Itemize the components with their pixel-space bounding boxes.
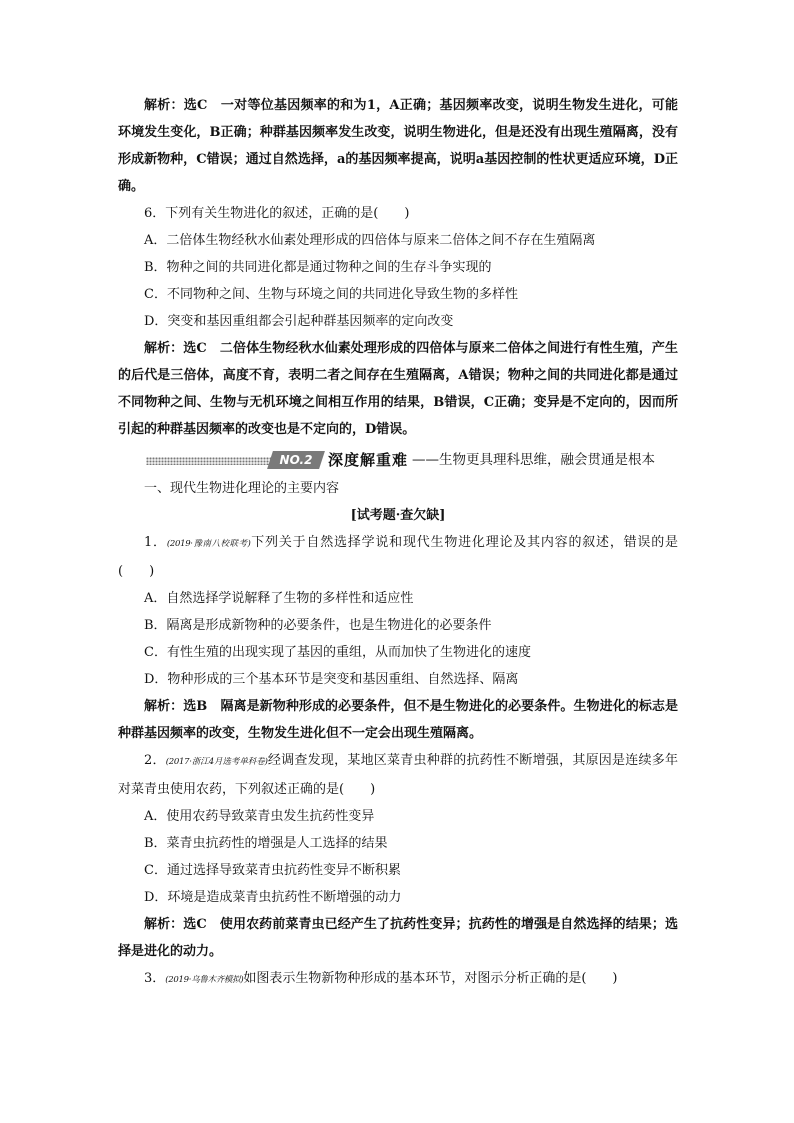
question-text: 如图表示生物新物种形成的基本环节，对图示分析正确的是( ) — [243, 971, 618, 986]
question-1-option-d: D．物种形成的三个基本环节是突变和基因重组、自然选择、隔离 — [144, 672, 519, 687]
document-page — [118, 92, 678, 994]
section-heading: 一、现代生物进化理论的主要内容 — [144, 481, 340, 496]
banner-subtitle: ——生物更具理科思维，融会贯通是根本 — [412, 452, 655, 468]
question-source: (2017·浙江4月选考单科卷) — [165, 757, 268, 767]
question-6-option-b: B．物种之间的共同进化都是通过物种之间的生存斗争实现的 — [144, 260, 492, 275]
question-number: 2． — [144, 753, 166, 768]
answer-explanation-q5: 解析：选C 一对等位基因频率的和为1，A正确；基因频率改变，说明生物发生进化，可能环境发生变化，B正确；种群基因频率发生改变，说明生物进化，但是还没有出现生殖隔离，没有形成新物种，C错误；通过自然选择，a的基因频率提高，说明a基因控制的性状更适应环境，D正确。 — [118, 98, 678, 194]
section-banner — [118, 445, 678, 475]
question-2-option-d: D．环境是造成菜青虫抗药性不断增强的动力 — [144, 890, 402, 905]
question-6-option-d: D．突变和基因重组都会引起种群基因频率的定向改变 — [144, 314, 454, 329]
question-source: (2019·豫南八校联考) — [166, 539, 251, 549]
section-number-badge: NO.2 — [267, 451, 325, 469]
question-6-option-c: C．不同物种之间、生物与环境之间的共同进化导致生物的多样性 — [144, 287, 518, 302]
question-text: 下列关于自然选择学说和现代生物进化理论及其内容的叙述，错误的是( ) — [118, 535, 678, 579]
question-source: (2019·乌鲁木齐模拟) — [165, 975, 244, 985]
question-2-option-c: C．通过选择导致菜青虫抗药性变异不断积累 — [144, 863, 401, 878]
question-2-stem — [118, 747, 678, 803]
question-3-stem — [118, 965, 678, 994]
banner-title: 深度解重难 — [328, 451, 409, 469]
sub-section-heading: [试考题·查欠缺] — [350, 508, 446, 523]
answer-explanation-q2: 解析：选C 使用农药前菜青虫已经产生了抗药性变异；抗药性的增强是自然选择的结果；选择是进化的动力。 — [118, 917, 678, 959]
question-number: 1． — [144, 535, 167, 550]
question-number: 3． — [144, 971, 166, 986]
question-2-option-b: B．菜青虫抗药性的增强是人工选择的结果 — [144, 836, 388, 851]
question-1-stem — [118, 529, 678, 585]
question-text: 经调查发现，某地区菜青虫种群的抗药性不断增强，其原因是连续多年对菜青虫使用农药，下列叙述正确的是( ) — [118, 753, 678, 797]
answer-explanation-q6: 解析：选C 二倍体生物经秋水仙素处理形成的四倍体与原来二倍体之间进行有性生殖，产生的后代是三倍体，高度不育，表明二者之间存在生殖隔离，A错误；物种之间的共同进化都是通过不同物种之间、生物与无机环境之间相互作用的结果，B错误，C正确；变异是不定向的，因而所引起的种群基因频率的改变也是不定向的，D错误。 — [118, 341, 678, 437]
dotted-rule — [146, 457, 276, 465]
question-6-stem: 6．下列有关生物进化的叙述，正确的是( ) — [144, 206, 410, 221]
question-2-option-a: A．使用农药导致菜青虫发生抗药性变异 — [144, 809, 375, 824]
question-1-option-b: B．隔离是形成新物种的必要条件，也是生物进化的必要条件 — [144, 618, 492, 633]
question-6-option-a: A．二倍体生物经秋水仙素处理形成的四倍体与原来二倍体之间不存在生殖隔离 — [144, 233, 596, 248]
question-1-option-a: A．自然选择学说解释了生物的多样性和适应性 — [144, 591, 414, 606]
question-1-option-c: C．有性生殖的出现实现了基因的重组，从而加快了生物进化的速度 — [144, 645, 531, 660]
answer-explanation-q1: 解析：选B 隔离是新物种形成的必要条件，但不是生物进化的必要条件。生物进化的标志是种群基因频率的改变，生物发生进化但不一定会出现生殖隔离。 — [118, 699, 678, 741]
